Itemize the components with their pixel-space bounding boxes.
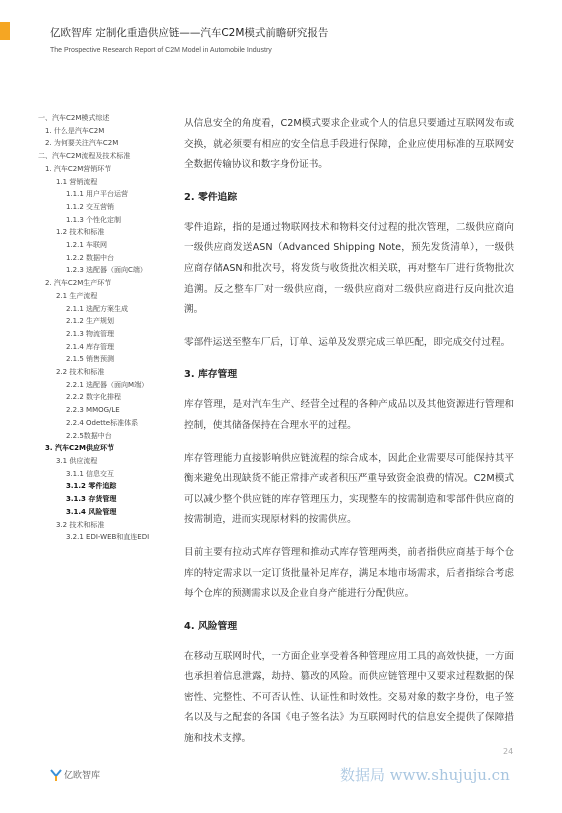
toc-item[interactable]: 一、汽车C2M模式综述 [38, 114, 110, 122]
yiou-logo-icon [50, 769, 62, 781]
toc-item[interactable]: 2.1 生产流程 [56, 291, 98, 300]
toc-item[interactable]: 2.2.5数据中台 [66, 431, 112, 440]
table-of-contents [38, 112, 173, 544]
report-subtitle: The Prospective Research Report of C2M Model in Automobile Industry [50, 47, 272, 54]
toc-item[interactable]: 2.2.4 Odette标准体系 [66, 418, 139, 427]
page-number: 24 [503, 747, 514, 756]
body-paragraph: 目前主要有拉动式库存管理和推动式库存管理两类，前者指供应商基于每个仓库的特定需求以一定订货批量补足库存，满足本地市场需求，后者指综合考虑每个仓库的预测需求以及企业自身产能进行分配供应。 [184, 546, 514, 600]
toc-item[interactable]: 1.1.3 个性化定制 [66, 215, 122, 224]
toc-item[interactable]: 2. 汽车C2M生产环节 [45, 279, 112, 288]
section-heading: 2. 零件追踪 [184, 191, 238, 203]
section-heading: 4. 风险管理 [184, 620, 238, 632]
section-heading: 3. 库存管理 [184, 369, 238, 381]
toc-item[interactable]: 1.1.2 交互营销 [66, 202, 115, 211]
toc-item[interactable]: 2.1.2 生产规划 [66, 317, 115, 326]
toc-item[interactable]: 3. 汽车C2M供应环节 [45, 444, 114, 453]
header-accent-bar [0, 22, 10, 40]
body-paragraph: 零件追踪，指的是通过物联网技术和物料交付过程的批次管理，二级供应商向一级供应商发送ASN（Advanced Shipping Note，预先发货清单），一级供应商存储ASN和批次号，将发货与收货批次相关联，再对整车厂进行货物批次追溯。反之整车厂对一级供应商，一级供应商对二级供应商进行反向批次追溯。 [184, 221, 514, 316]
toc-item[interactable]: 3.1.1 信息交互 [66, 469, 115, 478]
toc-item[interactable]: 2.1.1 选配方案生成 [66, 304, 129, 313]
footer-logo-text: 亿欧智库 [64, 771, 101, 781]
toc-item[interactable]: 2.2.3 MMOG/LE [66, 406, 120, 415]
body-paragraph: 库存管理，是对汽车生产、经营全过程的各种产成品以及其他资源进行管理和控制，使其储备保持在合理水平的过程。 [184, 399, 514, 431]
toc-item[interactable]: 2.2.2 数字化排程 [66, 393, 122, 402]
toc-item[interactable]: 3.2 技术和标准 [56, 520, 105, 529]
main-content [184, 114, 514, 762]
toc-item[interactable]: 1.1.1 用户平台运营 [66, 190, 129, 199]
toc-item[interactable]: 3.2.1 EDI-WEB和直连EDI [66, 533, 150, 542]
toc-item[interactable]: 2.2.1 选配器（面向M端） [66, 380, 149, 389]
toc-item[interactable]: 1.2.2 数据中台 [66, 253, 115, 262]
toc-item[interactable]: 1.2.1 车联网 [66, 241, 108, 250]
body-paragraph: 从信息安全的角度看，C2M模式要求企业或个人的信息只要通过互联网发布或交换，就必须要有相应的安全信息手段进行保障，企业应使用标准的互联网安全数据传输协议和数字身份证书。 [184, 118, 514, 171]
toc-item[interactable]: 2. 为何要关注汽车C2M [45, 139, 119, 148]
toc-item[interactable]: 2.1.4 库存管理 [66, 342, 115, 351]
toc-item[interactable]: 1. 汽车C2M营销环节 [45, 164, 112, 173]
body-paragraph: 在移动互联网时代，一方面企业享受着各种管理应用工具的高效快捷，一方面也承担着信息泄露，劫持、篡改的风险。而供应链管理中又要求过程数据的保密性、完整性、不可否认性、认证性和时效性。交易对象的数字身份，电子签名以及与之配套的各国《电子签名法》为互联网时代的信息安全提供了保障措施和技术支撑。 [184, 650, 514, 745]
body-paragraph: 库存管理能力直接影响供应链流程的综合成本，因此企业需要尽可能保持其平衡来避免出现缺货不能正常排产或者积压严重导致资金浪费的情况。C2M模式可以减少整个供应链的库存管理压力，实现整车的按需制造和零部件供应商的按需制造，进而实现原材料的按需供应。 [184, 452, 514, 526]
toc-item[interactable]: 2.2 技术和标准 [56, 368, 105, 377]
toc-item[interactable]: 3.1 供应流程 [56, 456, 98, 465]
report-title: 亿欧智库 定制化重造供应链——汽车C2M模式前瞻研究报告 [50, 27, 329, 39]
toc-item[interactable]: 1.2 技术和标准 [56, 228, 105, 237]
toc-item[interactable]: 1. 什么是汽车C2M [45, 126, 105, 135]
toc-item[interactable]: 2.1.3 物流管理 [66, 329, 115, 338]
body-paragraph: 零部件运送至整车厂后，订单、运单及发票完成三单匹配，即完成交付过程。 [184, 336, 511, 348]
footer-logo [50, 768, 100, 781]
toc-item[interactable]: 3.1.4 风险管理 [66, 507, 117, 516]
toc-item[interactable]: 1.2.3 选配器（面向C端） [66, 266, 147, 275]
toc-item[interactable]: 3.1.3 存货管理 [66, 495, 117, 504]
toc-item[interactable]: 1.1 营销流程 [56, 177, 98, 186]
toc-item[interactable]: 2.1.5 销售预测 [66, 355, 115, 364]
toc-item[interactable]: 3.1.2 零件追踪 [66, 482, 117, 491]
watermark: 数据局 www.shujuju.cn [340, 766, 510, 784]
toc-item[interactable]: 二、汽车C2M流程及技术标准 [38, 152, 131, 161]
